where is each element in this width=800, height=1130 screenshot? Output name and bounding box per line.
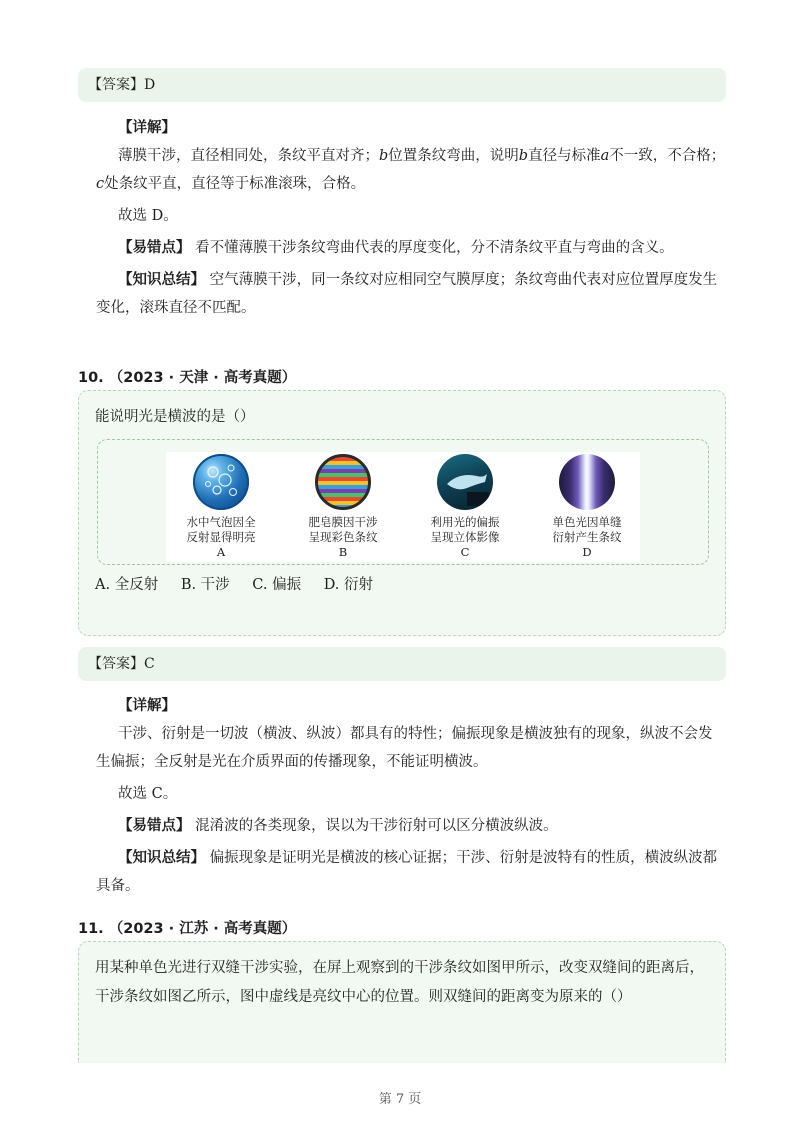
- figure-d-letter: D: [582, 545, 592, 559]
- answer-bar-q9: [78, 68, 726, 102]
- choice-text: 故选 D。: [118, 208, 178, 224]
- soap-film-image: [315, 454, 371, 510]
- q11-question-box: [78, 941, 726, 1063]
- answer-value: D: [144, 77, 156, 93]
- diffraction-image: [559, 454, 615, 510]
- figure-b-letter: B: [338, 545, 348, 559]
- mistake-label: 【易错点】: [118, 817, 191, 834]
- figure-b: [288, 454, 398, 559]
- q11-stem: 用某种单色光进行双缝干涉实验，在屏上观察到的干涉条纹如图甲所示，改变双缝间的距离后，干涉条纹如图乙所示，图中虚线是亮纹中心的位置。则双缝间的距离变为原来的（）: [95, 960, 704, 1005]
- figure-a: [166, 454, 276, 559]
- answer-value: C: [144, 656, 155, 672]
- q10-question-box: [78, 390, 726, 636]
- q10-options: [95, 571, 391, 599]
- detail-label: 【详解】: [118, 119, 176, 136]
- figure-d-caption: 单色光因单缝 衍射产生条纹: [552, 515, 622, 544]
- mistake-label: 【易错点】: [118, 239, 191, 256]
- summary-label: 【知识总结】: [118, 271, 205, 288]
- q10-figure: [166, 452, 640, 562]
- detail-text: 薄膜干涉，直径相同处，条纹平直对齐；b位置条纹弯曲，说明b直径与标准a不一致，不合格；c处条纹平直，直径等于标准滚珠，合格。: [96, 148, 726, 192]
- dolphin-icon: [437, 454, 493, 510]
- q10-stem: 能说明光是横波的是（）: [95, 409, 255, 425]
- summary-label: 【知识总结】: [118, 849, 205, 866]
- mistake-text: 【易错点】 看不懂薄膜干涉条纹弯曲代表的厚度变化，分不清条纹平直与弯曲的含义。: [118, 239, 674, 256]
- option-c[interactable]: C. 偏振: [252, 577, 302, 593]
- figure-a-letter: A: [216, 545, 226, 559]
- polarized-3d-image: [437, 454, 493, 510]
- figure-c: [410, 454, 520, 559]
- summary-text: 【知识总结】 偏振现象是证明光是横波的核心证据；干涉、衍射是波特有的性质，横波纵波都具备。: [96, 849, 718, 894]
- figure-c-caption: 利用光的偏振 呈现立体影像: [430, 515, 500, 544]
- q9-explanation: [96, 114, 726, 322]
- option-b[interactable]: B. 干涉: [180, 577, 230, 593]
- figure-d: [532, 454, 642, 559]
- summary-text: 【知识总结】 空气薄膜干涉，同一条纹对应相同空气膜厚度；条纹弯曲代表对应位置厚度发生变化，滚珠直径不匹配。: [96, 271, 718, 316]
- figure-c-letter: C: [460, 545, 470, 559]
- answer-label: 【答案】: [88, 77, 144, 93]
- detail-text: 干涉、衍射是一切波（横波、纵波）都具有的特性；偏振现象是横波独有的现象，纵波不会发生偏振；全反射是光在介质界面的传播现象，不能证明横波。: [96, 726, 713, 770]
- q10-explanation: [96, 692, 726, 900]
- option-d[interactable]: D. 衍射: [323, 577, 374, 593]
- answer-bar-q10: [78, 647, 726, 681]
- option-a[interactable]: A. 全反射: [95, 577, 159, 593]
- answer-label: 【答案】: [88, 656, 144, 672]
- detail-label: 【详解】: [118, 697, 176, 714]
- q10-heading: 10. （2023 · 天津 · 高考真题）: [78, 370, 297, 386]
- page-number: 第 7 页: [378, 1092, 422, 1107]
- choice-text: 故选 C。: [118, 786, 178, 802]
- mistake-text: 【易错点】 混淆波的各类现象，误以为干涉衍射可以区分横波纵波。: [118, 817, 558, 834]
- bubbles-icon: [193, 454, 249, 510]
- q11-heading: 11. （2023 · 江苏 · 高考真题）: [78, 921, 297, 937]
- figure-b-caption: 肥皂膜因干涉 呈现彩色条纹: [308, 515, 378, 544]
- q10-figure-frame: [97, 439, 709, 565]
- figure-a-caption: 水中气泡因全 反射显得明亮: [186, 515, 256, 544]
- bubbles-image: [193, 454, 249, 510]
